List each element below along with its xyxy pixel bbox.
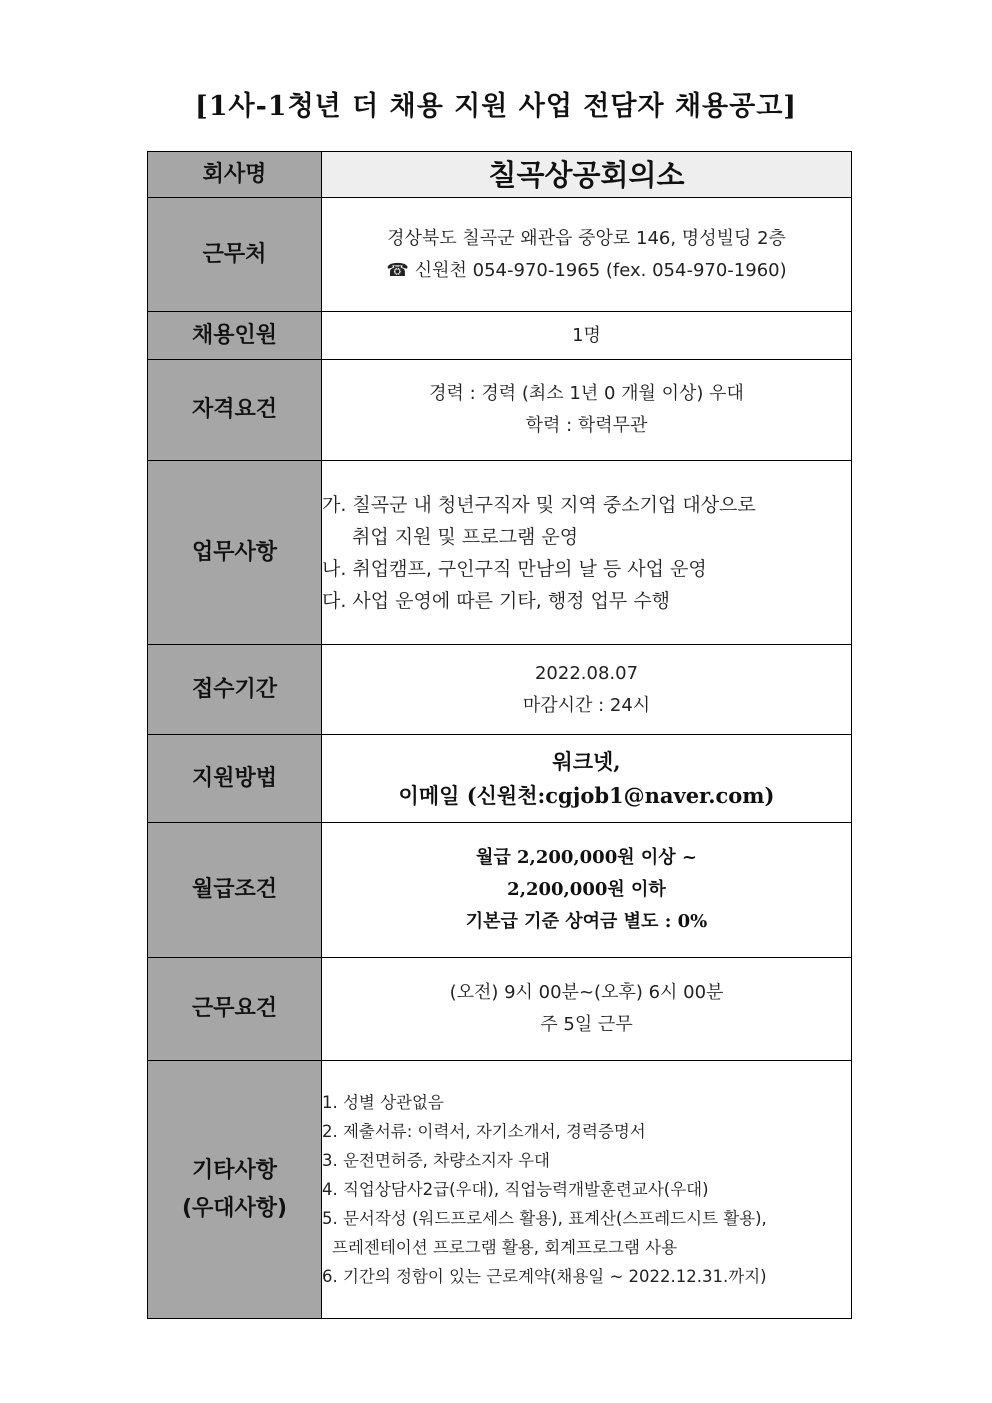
salary-min: 월급 2,200,000원 이상 ~ [475, 847, 698, 868]
etc-label [148, 1061, 322, 1319]
qualification-label: 자격요건 [148, 360, 322, 461]
row-headcount [148, 312, 852, 360]
qualification-career: 경력 : 경력 (최소 1년 0 개월 이상) 우대 [429, 383, 744, 404]
company-label: 회사명 [148, 152, 322, 198]
etc-label-title: 기타사항 [191, 1157, 277, 1183]
row-qualification [148, 360, 852, 461]
workplace-contact: 신원천 054-970-1965 (fex. 054-970-1960) [414, 259, 787, 281]
conditions-days: 주 5일 근무 [540, 1014, 633, 1035]
duty-item-continued: 취업 지원 및 프로그램 운영 [352, 525, 579, 548]
duties-label: 업무사항 [148, 461, 322, 645]
duty-item: 다. 사업 운영에 따른 기타, 행정 업무 수행 [322, 589, 671, 612]
phone-icon: ☎ [386, 259, 409, 281]
row-workplace [148, 198, 852, 312]
conditions-label: 근무요건 [148, 958, 322, 1061]
etc-item: 3. 운전면허증, 차량소지자 우대 [322, 1151, 550, 1170]
conditions-value [322, 958, 852, 1061]
etc-value [322, 1061, 852, 1319]
page-title: [1사-1청년 더 채용 지원 사업 전담자 채용공고] [194, 91, 798, 122]
row-company [148, 152, 852, 198]
salary-bonus: 기본급 기준 상여금 별도 : 0% [465, 911, 708, 932]
row-conditions [148, 958, 852, 1061]
row-period [148, 645, 852, 735]
qualification-value [322, 360, 852, 461]
workplace-value [322, 198, 852, 312]
period-label: 접수기간 [148, 645, 322, 735]
etc-label-subtitle: (우대사항) [181, 1195, 288, 1221]
etc-item-continued: 프레젠테이션 프로그램 활용, 회계프로그램 사용 [332, 1238, 678, 1257]
etc-item: 1. 성별 상관없음 [322, 1093, 444, 1112]
row-salary [148, 823, 852, 958]
method-label: 지원방법 [148, 735, 322, 823]
workplace-contact-line [322, 255, 851, 287]
etc-item: 6. 기간의 정함이 있는 근로계약(채용일 ~ 2022.12.31.까지) [322, 1267, 767, 1286]
period-value [322, 645, 852, 735]
period-deadline: 마감시간 : 24시 [522, 694, 651, 716]
company-name: 칠곡상공회의소 [322, 152, 852, 198]
duty-item: 나. 취업캠프, 구인구직 만남의 날 등 사업 운영 [322, 557, 707, 580]
method-email: 이메일 (신원천:cgjob1@naver.com) [398, 782, 775, 808]
salary-max: 2,200,000원 이하 [507, 879, 666, 900]
workplace-label: 근무처 [148, 198, 322, 312]
workplace-address: 경상북도 칠곡군 왜관읍 중앙로 146, 명성빌딩 2층 [387, 227, 786, 249]
headcount-value: 1명 [322, 312, 852, 360]
method-worknet: 워크넷, [552, 748, 621, 774]
conditions-hours: (오전) 9시 00분~(오후) 6시 00분 [449, 982, 724, 1003]
etc-item: 5. 문서작성 (워드프로세스 활용), 표계산(스프레드시트 활용), [322, 1209, 767, 1228]
duties-value [322, 461, 852, 645]
row-duties [148, 461, 852, 645]
row-method [148, 735, 852, 823]
qualification-education: 학력 : 학력무관 [525, 415, 648, 436]
job-posting-table [147, 151, 852, 1319]
etc-item: 4. 직업상담사2급(우대), 직업능력개발훈련교사(우대) [322, 1180, 709, 1199]
row-etc [148, 1061, 852, 1319]
etc-item: 2. 제출서류: 이력서, 자기소개서, 경력증명서 [322, 1122, 646, 1141]
headcount-label: 채용인원 [148, 312, 322, 360]
duty-item: 가. 칠곡군 내 청년구직자 및 지역 중소기업 대상으로 [322, 493, 756, 516]
period-date: 2022.08.07 [534, 662, 639, 684]
salary-value [322, 823, 852, 958]
salary-label: 월급조건 [148, 823, 322, 958]
method-value [322, 735, 852, 823]
